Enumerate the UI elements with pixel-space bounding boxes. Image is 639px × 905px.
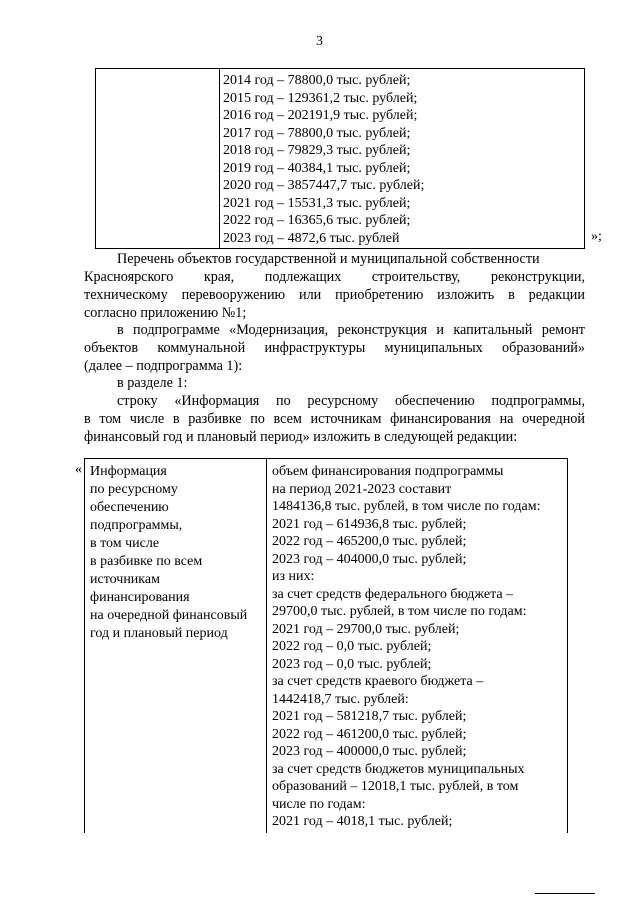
left-cell-line: Информация: [90, 464, 167, 479]
right-cell-line: 2021 год – 581218,7 тыс. рублей;: [272, 709, 467, 724]
page-number: 3: [316, 34, 323, 49]
year-row: 2022 год – 16365,6 тыс. рублей;: [223, 213, 411, 228]
paragraph-line: Красноярского края, подлежащих строительству, реконструкции,: [84, 269, 585, 285]
right-cell-line: 2021 год – 29700,0 тыс. рублей;: [272, 621, 460, 637]
financing-by-year-table: [95, 68, 585, 249]
paragraph-line: в том числе в разбивке по всем источникам финансирования на очередной: [84, 411, 585, 427]
right-cell-line: 2022 год – 465200,0 тыс. рублей;: [272, 534, 467, 549]
right-cell-line: 2021 год – 614936,8 тыс. рублей;: [272, 516, 467, 532]
right-cell-line: за счет средств бюджетов муниципальных: [272, 761, 525, 777]
table-column-divider: [266, 459, 267, 833]
right-cell-line: 29700,0 тыс. рублей, в том числе по годам:: [272, 604, 527, 619]
right-cell-line: 2022 год – 0,0 тыс. рублей;: [272, 639, 432, 654]
right-cell-line: числе по годам:: [272, 796, 366, 812]
right-cell-line: на период 2021-2023 составит: [272, 481, 452, 497]
left-cell-line: по ресурсному: [90, 482, 178, 497]
year-row: 2020 год – 3857447,7 тыс. рублей;: [223, 178, 425, 193]
opening-quote: «: [75, 462, 82, 477]
year-row: 2018 год – 79829,3 тыс. рублей;: [223, 143, 411, 158]
left-cell-line: год и плановый период: [90, 626, 228, 641]
left-cell-line: источникам: [90, 572, 160, 587]
paragraph-line: Перечень объектов государственной и муниципальной собственности: [117, 251, 540, 267]
table-left-cell: [90, 463, 247, 643]
year-row: 2019 год – 40384,1 тыс. рублей;: [223, 160, 411, 176]
right-cell-line: объем финансирования подпрограммы: [272, 464, 504, 479]
year-row: 2017 год – 78800,0 тыс. рублей;: [223, 125, 411, 141]
paragraph-line: техническому перевооружению или приобретению изложить в редакции: [84, 287, 585, 303]
left-cell-line: финансирования: [90, 590, 190, 605]
right-cell-line: за счет средств федерального бюджета –: [272, 586, 514, 602]
footer-rule: [535, 893, 595, 894]
right-cell-line: за счет средств краевого бюджета –: [272, 674, 484, 689]
paragraph-line: (далее – подпрограмма 1):: [84, 358, 243, 374]
year-row: 2014 год – 78800,0 тыс. рублей;: [223, 73, 411, 88]
right-cell-line: 1442418,7 тыс. рублей:: [272, 691, 409, 707]
left-cell-line: обеспечению: [90, 500, 169, 515]
right-cell-line: 2023 год – 0,0 тыс. рублей;: [272, 656, 432, 672]
left-cell-line: в том числе: [90, 536, 160, 551]
resource-info-table: [84, 458, 568, 833]
paragraph-line: финансовый год и плановый период» изложить в следующей редакции:: [84, 429, 518, 445]
right-cell-line: образований – 12018,1 тыс. рублей, в том: [272, 779, 519, 794]
left-cell-line: на очередной финансовый: [90, 608, 248, 623]
year-row: 2016 год – 202191,9 тыс. рублей;: [223, 108, 418, 123]
year-row: 2015 год – 129361,2 тыс. рублей;: [223, 90, 418, 106]
closing-quote: »;: [591, 229, 602, 244]
paragraph-line: в подпрограмме «Модернизация, реконструкция и капитальный ремонт: [117, 322, 585, 338]
paragraph-line: строку «Информация по ресурсному обеспечению подпрограммы,: [117, 393, 585, 409]
left-cell-line: в разбивке по всем: [90, 554, 203, 569]
right-cell-line: 2022 год – 461200,0 тыс. рублей;: [272, 726, 467, 742]
right-cell-line: 2023 год – 404000,0 тыс. рублей;: [272, 551, 467, 567]
left-cell-line: подпрограммы,: [90, 518, 183, 533]
year-row: 2021 год – 15531,3 тыс. рублей;: [223, 195, 411, 211]
right-cell-line: из них:: [272, 569, 315, 584]
paragraph-line: в разделе 1:: [117, 375, 188, 391]
right-cell-line: 2023 год – 400000,0 тыс. рублей;: [272, 744, 467, 759]
table-right-cell: [272, 463, 541, 831]
year-row: 2023 год – 4872,6 тыс. рублей: [223, 230, 400, 246]
right-cell-line: 2021 год – 4018,1 тыс. рублей;: [272, 814, 453, 829]
table-column-divider: [219, 69, 220, 248]
paragraph-line: согласно приложению №1;: [84, 305, 247, 321]
year-list: [223, 72, 424, 247]
right-cell-line: 1484136,8 тыс. рублей, в том числе по годам:: [272, 499, 541, 514]
paragraph-line: объектов коммунальной инфраструктуры муниципальных образований»: [84, 340, 585, 356]
